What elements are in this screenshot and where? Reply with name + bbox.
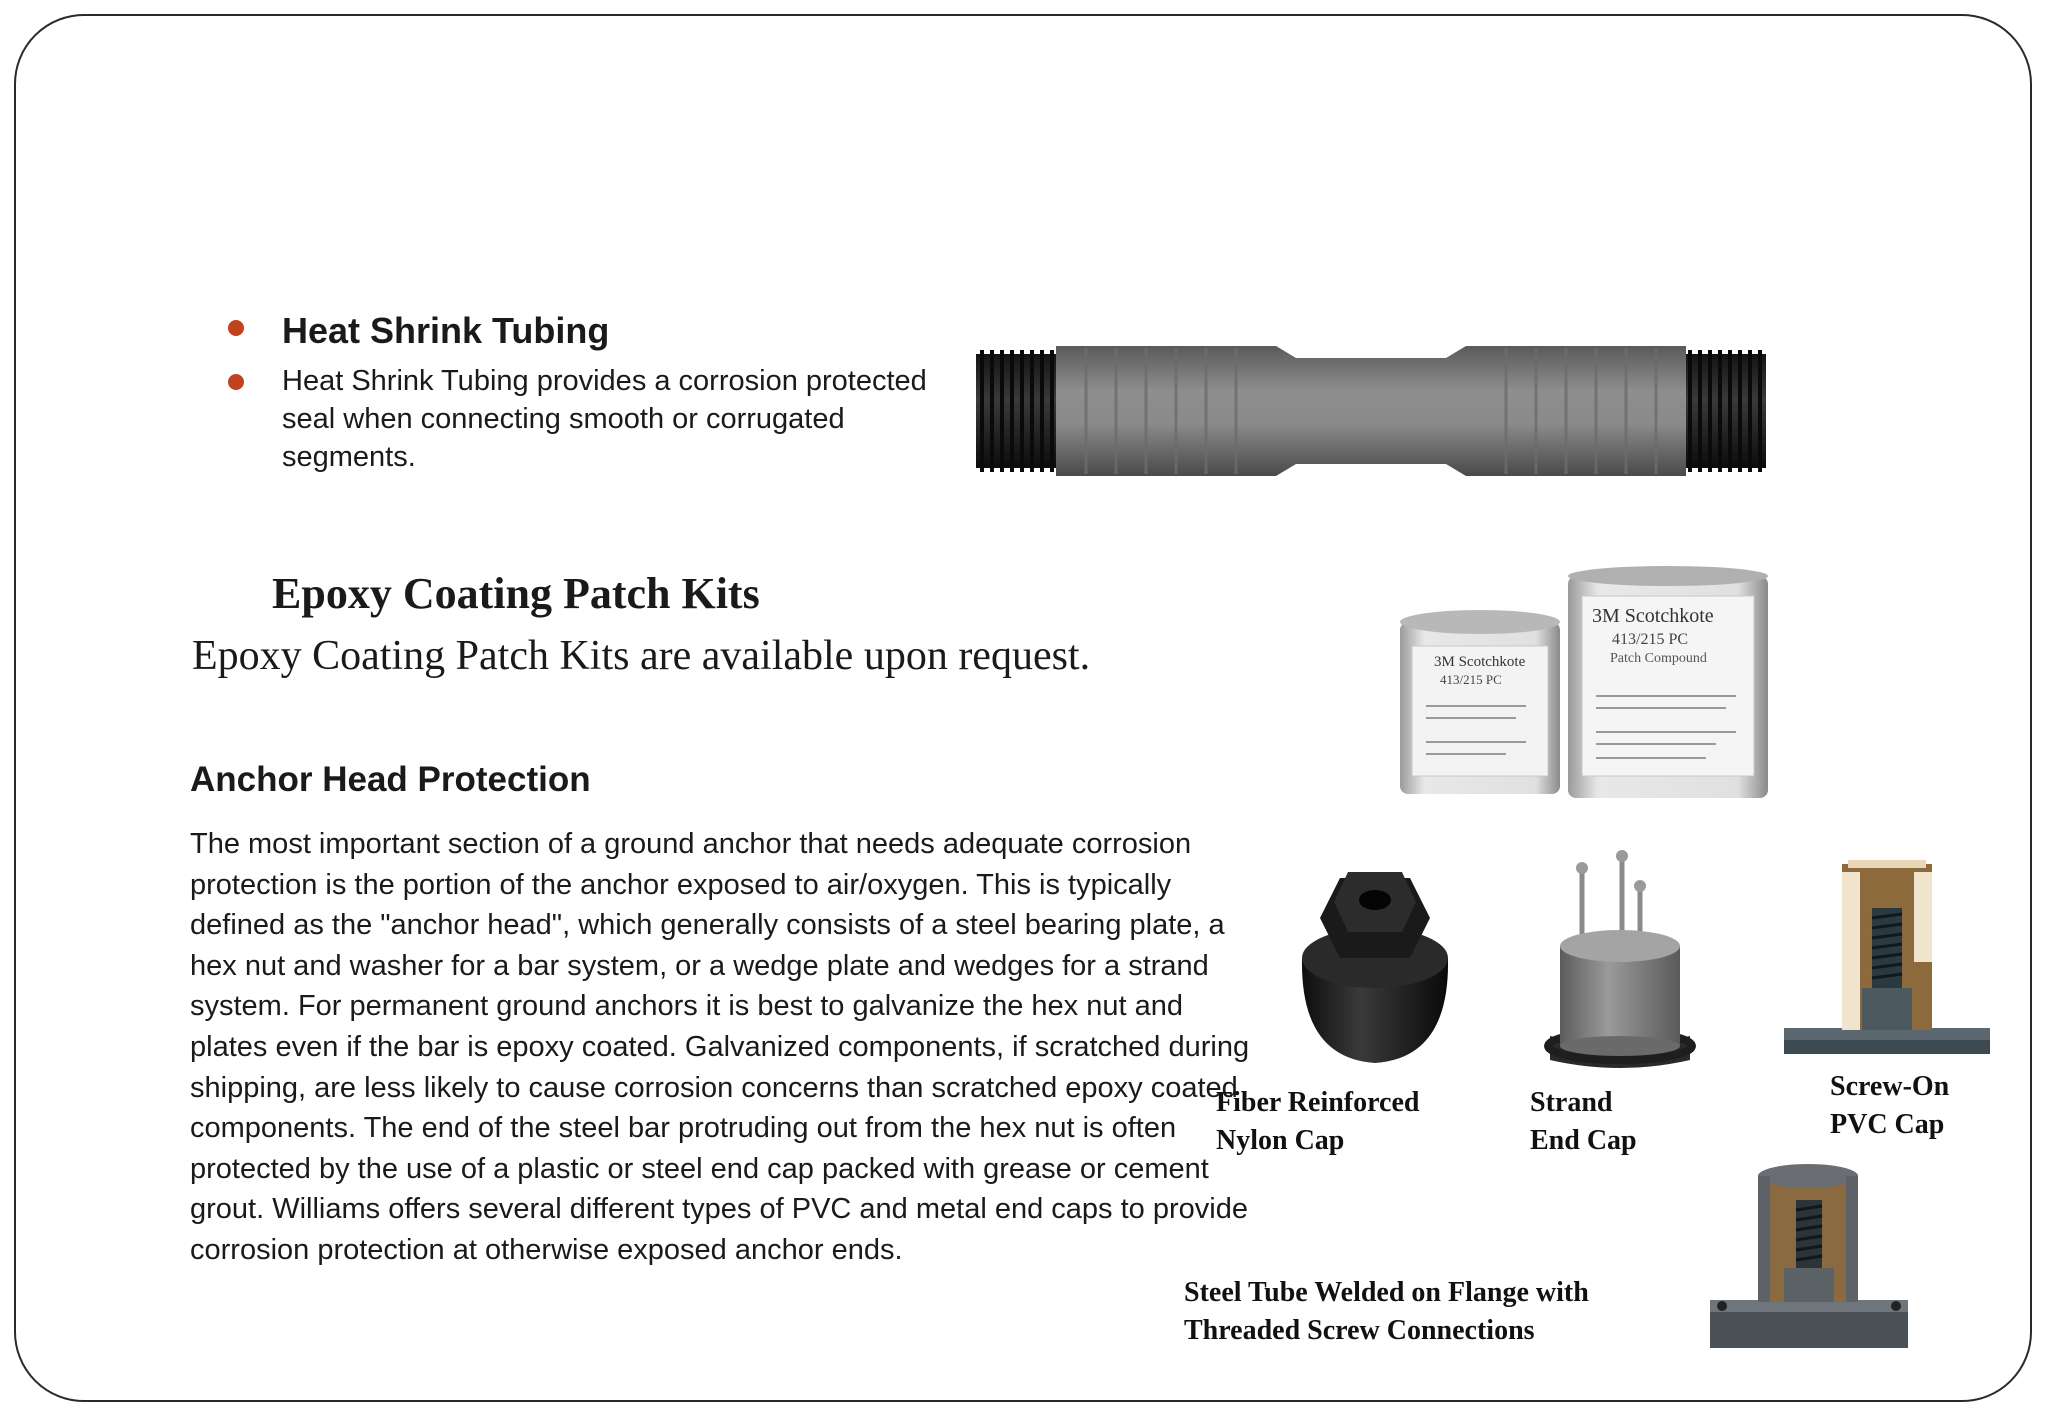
anchor-head-body: The most important section of a ground anchor that needs adequate corrosion protection is the portion of the anchor exposed to air/oxygen. This is typically defined as the "anchor head", which generally consists of a steel bearing plate, a hex nut and washer for a bar system, or a wedge plate and wedges for a strand system. For permanent ground anchors it is best to galvanize the hex nut and plates even if the bar is epoxy coated. Galvanized components, if scratched during shipping, are less likely to cause corrosion concerns than scratched epoxy coated components. The end of the steel bar protruding out from the hex nut is often protected by the use of a plastic or steel end cap packed with grease or cement grout. Williams offers several different types of PVC and metal end caps to provide corrosion protection at otherwise exposed anchor ends. [190, 828, 1250, 1266]
heat-shrink-tubing-image [976, 336, 1766, 486]
small-can-brand: 3M Scotchkote [1434, 654, 1526, 670]
bullet-item [220, 308, 940, 354]
steel-tube-caption-line: Steel Tube Welded on Flange with [1184, 1277, 1589, 1308]
bullet-item [220, 362, 940, 476]
pvc-cap-caption [1830, 1068, 1949, 1144]
epoxy-title: Epoxy Coating Patch Kits [272, 569, 760, 618]
steel-tube-cap-image [1704, 1160, 1914, 1362]
epoxy-text: Epoxy Coating Patch Kits are available upon request. [192, 633, 1091, 679]
epoxy-patch-kit-image [1396, 566, 1776, 806]
pvc-cap-caption-line: PVC Cap [1830, 1109, 1945, 1140]
big-can-model: 413/215 PC [1612, 631, 1689, 648]
heat-shrink-bullets [220, 308, 940, 484]
heat-shrink-description: Heat Shrink Tubing provides a corrosion protected seal when connecting smooth or corrugated segments. [282, 365, 927, 473]
steel-tube-caption [1184, 1274, 1589, 1350]
strand-end-cap-caption-line: Strand [1530, 1087, 1613, 1118]
heat-shrink-title: Heat Shrink Tubing [282, 310, 610, 351]
strand-end-cap-image [1540, 850, 1700, 1070]
big-can-brand: 3M Scotchkote [1592, 605, 1714, 627]
small-can-model: 413/215 PC [1440, 672, 1502, 687]
big-can-subtitle: Patch Compound [1610, 651, 1707, 666]
nylon-cap-image [1290, 858, 1460, 1068]
bullet-dot-icon [228, 374, 244, 390]
pvc-cap-image [1782, 858, 1992, 1068]
pvc-cap-caption-line: Screw-On [1830, 1071, 1950, 1102]
bullet-dot-icon [228, 320, 244, 336]
nylon-cap-caption-line: Nylon Cap [1216, 1125, 1345, 1156]
strand-end-cap-caption [1530, 1084, 1637, 1160]
strand-end-cap-caption-line: End Cap [1530, 1125, 1637, 1156]
nylon-cap-caption-line: Fiber Reinforced [1216, 1087, 1420, 1118]
nylon-cap-caption [1216, 1084, 1419, 1160]
anchor-head-title: Anchor Head Protection [190, 760, 591, 799]
steel-tube-caption-line: Threaded Screw Connections [1184, 1315, 1535, 1346]
